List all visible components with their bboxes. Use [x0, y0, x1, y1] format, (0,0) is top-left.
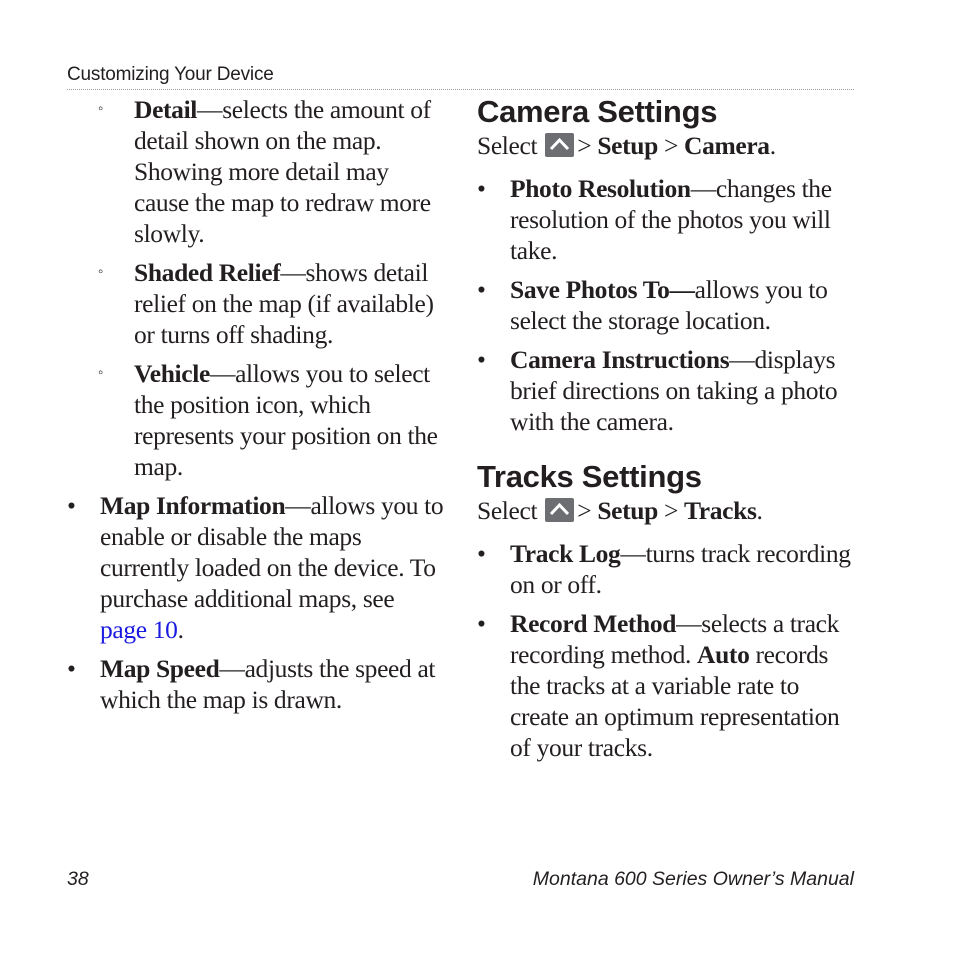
- desc-vehicle: —allows you to select the position icon, which represents your position on the map.: [134, 359, 438, 481]
- path-tracks: Tracks: [684, 496, 757, 525]
- path-separator: >: [663, 496, 678, 525]
- path-setup: Setup: [597, 496, 658, 525]
- period: .: [177, 615, 184, 644]
- manual-title: Montana 600 Series Owner’s Manual: [532, 868, 854, 890]
- bullet: •: [67, 654, 76, 683]
- desc-camera-instructions: —displays brief directions on taking a photo with the camera.: [510, 345, 838, 436]
- term-record-method: Record Method: [510, 609, 677, 638]
- right-column: [477, 94, 862, 771]
- bullet: •: [477, 275, 486, 304]
- camera-select-path: [477, 130, 862, 161]
- list-item-map-information: [67, 490, 447, 645]
- home-icon: [545, 498, 574, 522]
- page-10-link[interactable]: page 10: [100, 615, 178, 644]
- list-item-track-log: [477, 538, 862, 600]
- select-word: Select: [477, 496, 538, 525]
- desc-photo-resolution: —changes the resolution of the photos you will take.: [510, 174, 832, 265]
- sub-bullet: ◦: [98, 264, 103, 280]
- tracks-settings-heading: Tracks Settings: [477, 459, 702, 494]
- period: .: [756, 496, 763, 525]
- tracks-select-path: [477, 495, 862, 526]
- path-camera: Camera: [684, 131, 770, 160]
- sub-bullet: ◦: [98, 101, 103, 117]
- list-item-detail: [67, 94, 447, 249]
- bullet: •: [477, 345, 486, 374]
- list-item-save-photos-to: [477, 274, 862, 336]
- term-map-speed: Map Speed: [100, 654, 220, 683]
- bullet: •: [477, 174, 486, 203]
- desc-auto: records the tracks at a variable rate to create an optimum representation of your tracks.: [510, 640, 840, 762]
- home-icon: [545, 133, 574, 157]
- list-item-camera-instructions: [477, 344, 862, 437]
- desc-record-method: —selects a track recording method.: [510, 609, 840, 669]
- term-track-log: Track Log: [510, 539, 621, 568]
- term-camera-instructions: Camera Instructions: [510, 345, 730, 374]
- desc-save-photos-to: allows you to select the storage location.: [510, 275, 828, 335]
- section-header: Customizing Your Device: [67, 64, 274, 85]
- term-map-information: Map Information: [100, 491, 286, 520]
- bullet: •: [477, 609, 486, 638]
- list-item-photo-resolution: [477, 173, 862, 266]
- term-shaded-relief: Shaded Relief: [134, 258, 281, 287]
- term-auto: Auto: [697, 640, 750, 669]
- bullet: •: [477, 539, 486, 568]
- page-number: 38: [67, 868, 89, 890]
- header-divider: [67, 89, 854, 90]
- left-column: [67, 94, 447, 723]
- desc-shaded-relief: —shows detail relief on the map (if available) or turns off shading.: [134, 258, 434, 349]
- term-vehicle: Vehicle: [134, 359, 210, 388]
- path-setup: Setup: [597, 131, 658, 160]
- list-item-map-speed: [67, 653, 447, 715]
- bullet: •: [67, 491, 76, 520]
- path-separator: >: [577, 131, 592, 160]
- sub-bullet: ◦: [98, 365, 103, 381]
- select-word: Select: [477, 131, 538, 160]
- desc-map-speed: —adjusts the speed at which the map is drawn.: [100, 654, 436, 714]
- term-detail: Detail: [134, 95, 198, 124]
- camera-settings-heading: Camera Settings: [477, 94, 718, 129]
- path-separator: >: [577, 496, 592, 525]
- desc-track-log: —turns track recording on or off.: [510, 539, 851, 599]
- list-item-record-method: [477, 608, 862, 763]
- term-save-photos-to: Save Photos To—: [510, 275, 695, 304]
- list-item-shaded-relief: [67, 257, 447, 350]
- list-item-vehicle: [67, 358, 447, 482]
- path-separator: >: [663, 131, 678, 160]
- period: .: [769, 131, 776, 160]
- desc-map-information: —allows you to enable or disable the maps currently loaded on the device. To purchase additional maps, see: [100, 491, 444, 613]
- desc-detail: —selects the amount of detail shown on the map. Showing more detail may cause the map to redraw more slowly.: [134, 95, 431, 248]
- term-photo-resolution: Photo Resolution: [510, 174, 691, 203]
